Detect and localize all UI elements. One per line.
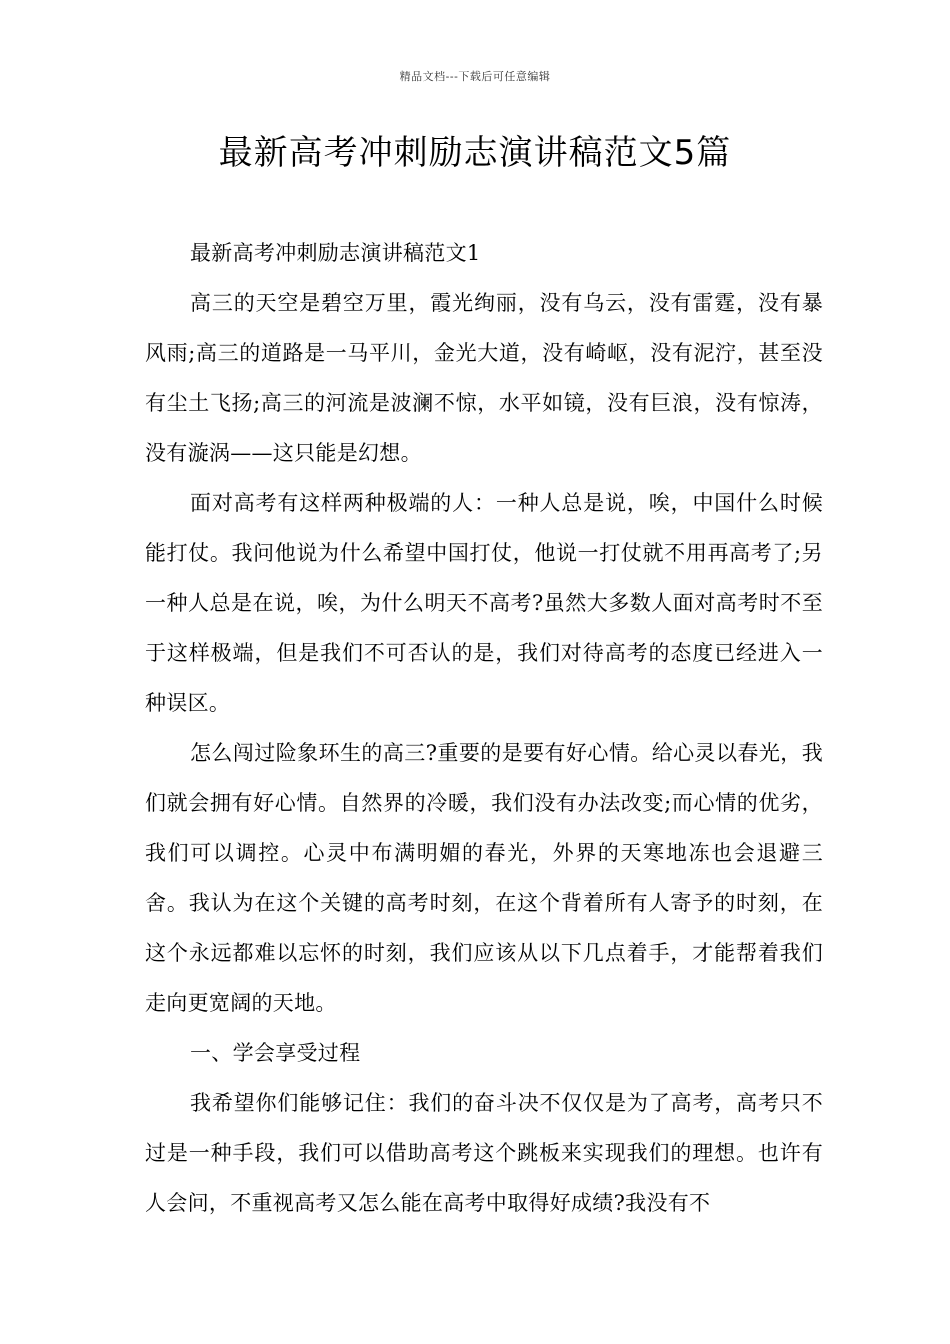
paragraph: 怎么闯过险象环生的高三?重要的是要有好心情。给心灵以春光，我们就会拥有好心情。自然界的冷暖，我们没有办法改变;而心情的优劣，我们可以调控。心灵中布满明媚的春光，外界的天寒地冻也会退避三舍。我认为在这个关键的高考时刻，在这个背着所有人寄予的时刻，在这个永远都难以忘怀的时刻，我们应该从以下几点着手，才能帮着我们走向更宽阔的天地。	[145, 741, 823, 1015]
paragraph: 高三的天空是碧空万里，霞光绚丽，没有乌云，没有雷霆，没有暴风雨;高三的道路是一马平川，金光大道，没有崎岖，没有泥泞，甚至没有尘土飞扬;高三的河流是波澜不惊，水平如镜，没有巨浪，没有惊涛，没有漩涡——这只能是幻想。	[145, 291, 823, 465]
document-title: 最新高考冲刺励志演讲稿范文5篇	[218, 133, 732, 173]
paragraph: 面对高考有这样两种极端的人：一种人总是说，唉，中国什么时候能打仗。我问他说为什么希望中国打仗，他说一打仗就不用再高考了;另一种人总是在说，唉，为什么明天不高考?虽然大多数人面对高考时不至于这样极端，但是我们不可否认的是，我们对待高考的态度已经进入一种误区。	[145, 491, 823, 715]
document-body	[145, 228, 823, 1228]
paragraph: 最新高考冲刺励志演讲稿范文1	[190, 241, 481, 265]
paragraph: 我希望你们能够记住：我们的奋斗决不仅仅是为了高考，高考只不过是一种手段，我们可以借助高考这个跳板来实现我们的理想。也许有人会问，不重视高考又怎么能在高考中取得好成绩?我没有不	[145, 1091, 823, 1215]
paragraph: 一、学会享受过程	[190, 1041, 361, 1065]
header-note: 精品文档---下载后可任意编辑	[399, 70, 551, 83]
